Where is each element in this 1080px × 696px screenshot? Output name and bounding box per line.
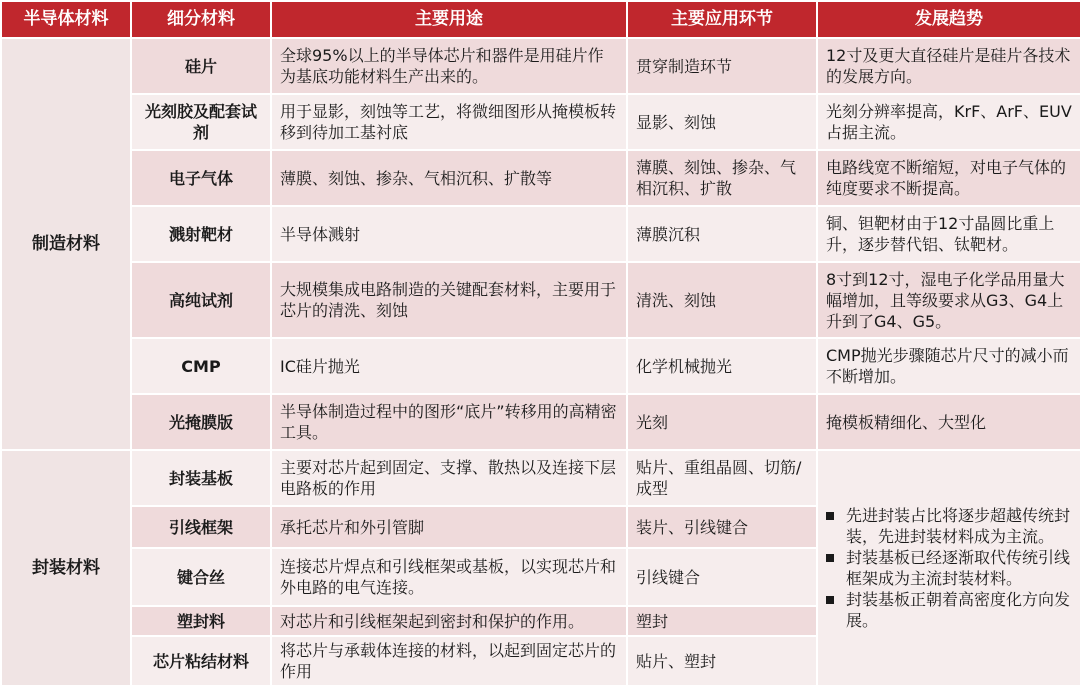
main-use: 大规模集成电路制造的关键配套材料，主要用于芯片的清洗、刻蚀 [271,262,627,338]
table-row [1,206,1080,262]
packaging-trend-list [826,505,1072,631]
application-stage: 化学机械抛光 [627,338,817,394]
main-use: 将芯片与承载体连接的材料，以起到固定芯片的作用 [271,636,627,686]
sub-material: CMP [131,338,271,394]
main-use: 承托芯片和外引管脚 [271,506,627,548]
table-row [1,338,1080,394]
trend: 光刻分辨率提高，KrF、ArF、EUV占据主流。 [817,94,1080,150]
main-use: 用于显影，刻蚀等工艺，将微细图形从掩模板转移到待加工基衬底 [271,94,627,150]
main-use: 连接芯片焊点和引线框架或基板，以实现芯片和外电路的电气连接。 [271,548,627,606]
packaging-trend-cell [817,450,1080,686]
sub-material: 封装基板 [131,450,271,506]
application-stage: 薄膜沉积 [627,206,817,262]
table-row [1,450,1080,506]
sub-material: 高纯试剂 [131,262,271,338]
square-bullet-icon [826,596,834,604]
category-packaging: 封装材料 [1,450,131,686]
list-item: 先进封装占比将逐步超越传统封装，先进封装材料成为主流。 [826,505,1072,547]
table-row [1,150,1080,206]
header-sub-material: 细分材料 [131,1,271,38]
main-use: 薄膜、刻蚀、掺杂、气相沉积、扩散等 [271,150,627,206]
trend: CMP抛光步骤随芯片尺寸的减小而不断增加。 [817,338,1080,394]
sub-material: 光掩膜版 [131,394,271,450]
category-manufacturing: 制造材料 [1,38,131,450]
square-bullet-icon [826,512,834,520]
table-row [1,38,1080,94]
application-stage: 显影、刻蚀 [627,94,817,150]
sub-material: 键合丝 [131,548,271,606]
sub-material: 硅片 [131,38,271,94]
table-row [1,262,1080,338]
header-application-stage: 主要应用环节 [627,1,817,38]
sub-material: 芯片粘结材料 [131,636,271,686]
main-use: 半导体制造过程中的图形“底片”转移用的高精密工具。 [271,394,627,450]
sub-material: 光刻胶及配套试剂 [131,94,271,150]
application-stage: 薄膜、刻蚀、掺杂、气相沉积、扩散 [627,150,817,206]
list-item: 封装基板已经逐渐取代传统引线框架成为主流封装材料。 [826,547,1072,589]
table-row [1,394,1080,450]
list-item: 封装基板正朝着高密度化方向发展。 [826,589,1072,631]
header-main-use: 主要用途 [271,1,627,38]
main-use: 半导体溅射 [271,206,627,262]
main-use: 全球95%以上的半导体芯片和器件是用硅片作为基底功能材料生产出来的。 [271,38,627,94]
trend: 12寸及更大直径硅片是硅片各技术的发展方向。 [817,38,1080,94]
header-material: 半导体材料 [1,1,131,38]
main-use: IC硅片抛光 [271,338,627,394]
application-stage: 光刻 [627,394,817,450]
application-stage: 引线键合 [627,548,817,606]
main-use: 对芯片和引线框架起到密封和保护的作用。 [271,606,627,636]
main-use: 主要对芯片起到固定、支撑、散热以及连接下层电路板的作用 [271,450,627,506]
header-row [1,1,1080,38]
sub-material: 电子气体 [131,150,271,206]
trend: 电路线宽不断缩短，对电子气体的纯度要求不断提高。 [817,150,1080,206]
application-stage: 装片、引线键合 [627,506,817,548]
application-stage: 贴片、塑封 [627,636,817,686]
application-stage: 清洗、刻蚀 [627,262,817,338]
trend: 8寸到12寸，湿电子化学品用量大幅增加，且等级要求从G3、G4上升到了G4、G5。 [817,262,1080,338]
application-stage: 贯穿制造环节 [627,38,817,94]
header-trend: 发展趋势 [817,1,1080,38]
application-stage: 塑封 [627,606,817,636]
trend: 铜、钽靶材由于12寸晶圆比重上升，逐步替代铝、钛靶材。 [817,206,1080,262]
application-stage: 贴片、重组晶圆、切筋/成型 [627,450,817,506]
sub-material: 塑封料 [131,606,271,636]
sub-material: 溅射靶材 [131,206,271,262]
trend: 掩模板精细化、大型化 [817,394,1080,450]
square-bullet-icon [826,554,834,562]
table-row [1,94,1080,150]
sub-material: 引线框架 [131,506,271,548]
